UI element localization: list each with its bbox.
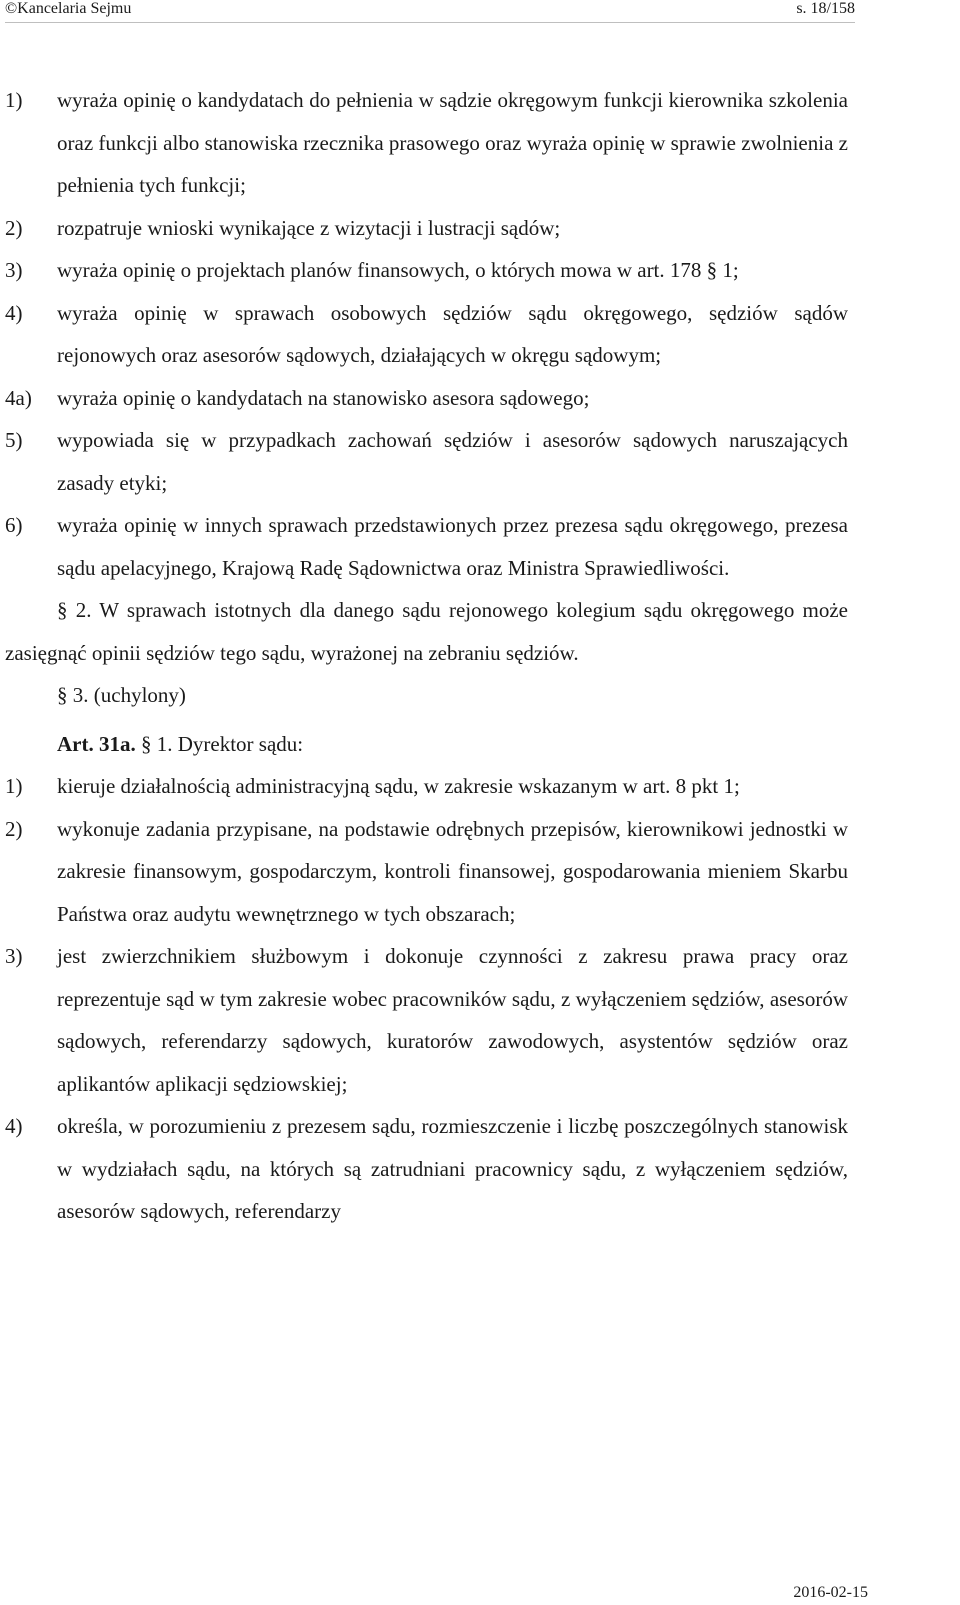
copyright-label: ©Kancelaria Sejmu (5, 0, 132, 17)
list-item (5, 377, 848, 420)
article-heading (5, 723, 848, 766)
list-item-text: wypowiada się w przypadkach zachowań sędziów i asesorów sądowych naruszających zasady etyki; (57, 428, 848, 495)
list-item-number: 6) (5, 513, 23, 537)
list-item (5, 419, 848, 504)
list-item-text: wyraża opinię w innych sprawach przedstawionych przez prezesa sądu okręgowego, prezesa sądu apelacyjnego, Krajową Radę Sądownictwa oraz Ministra Sprawiedliwości. (57, 513, 848, 580)
list-item (5, 765, 848, 808)
article-label: Art. 31a. (57, 731, 136, 756)
list-item (5, 504, 848, 589)
list-item-number: 2) (5, 816, 23, 841)
list-item-number: 3) (5, 944, 23, 968)
list-item-text: wyraża opinię o projektach planów finansowych, o których mowa w art. 178 § 1; (57, 258, 739, 282)
document-body (5, 79, 848, 1233)
list-item-number: 5) (5, 428, 23, 452)
list-item (5, 207, 848, 250)
list-item (5, 935, 848, 1105)
list-item-text: rozpatruje wnioski wynikające z wizytacji i lustracji sądów; (57, 215, 561, 240)
page-number: s. 18/158 (796, 0, 855, 17)
list-item-number: 1) (5, 774, 23, 798)
paragraph-section-3: § 3. (uchylony) (57, 683, 186, 707)
footer-date: 2016-02-15 (793, 1584, 868, 1601)
article-intro: § 1. Dyrektor sądu: (140, 731, 304, 756)
list-item-text: wykonuje zadania przypisane, na podstawie odrębnych przepisów, kierownikowi jednostki w zakresie finansowym, gospodarczym, kontroli finansowej, gospodarowania mieniem Skarbu Państwa oraz audytu wewnętrznego w tych obszarach; (57, 816, 848, 926)
list-item-text: kieruje działalnością administracyjną sądu, w zakresie wskazanym w art. 8 pkt 1; (57, 774, 740, 798)
list-item-number: 4) (5, 1114, 23, 1138)
list-item-number: 3) (5, 258, 23, 282)
list-item-text: wyraża opinię o kandydatach na stanowisko asesora sądowego; (57, 385, 590, 410)
list-item-text: wyraża opinię w sprawach osobowych sędziów sądu okręgowego, sędziów sądów rejonowych oraz asesorów sądowych, działających w okręgu sądowym; (57, 300, 848, 367)
list-item-text: jest zwierzchnikiem służbowym i dokonuje czynności z zakresu prawa pracy oraz reprezentuje sąd w tym zakresie wobec pracowników sądu, z wyłączeniem sędziów, asesorów sądowych, referendarzy sądowych, kuratorów zawodowych, asystentów sędziów oraz aplikantów aplikacji sędziowskiej; (57, 944, 848, 1096)
list-item-number: 1) (5, 88, 23, 112)
list-item-number: 4) (5, 300, 23, 325)
list-item-number: 4a) (5, 385, 32, 410)
paragraph-section-2: § 2. W sprawach istotnych dla danego sądu rejonowego kolegium sądu okręgowego może zasięgnąć opinii sędziów tego sądu, wyrażonej na zebraniu sędziów. (5, 598, 848, 665)
list-item (5, 808, 848, 936)
list-item (5, 292, 848, 377)
list-item-text: wyraża opinię o kandydatach do pełnienia w sądzie okręgowym funkcji kierownika szkolenia oraz funkcji albo stanowiska rzecznika prasowego oraz wyraża opinię w sprawie zwolnienia z pełnienia tych funkcji; (57, 88, 848, 197)
list-item (5, 249, 848, 292)
list-item-text: określa, w porozumieniu z prezesem sądu, rozmieszczenie i liczbę poszczególnych stanowisk w wydziałach sądu, na których są zatrudniani pracownicy sądu, z wyłączeniem sędziów, asesorów sądowych, referendarzy (57, 1114, 848, 1223)
list-item (5, 1105, 848, 1233)
list-item (5, 79, 848, 207)
list-item-number: 2) (5, 215, 23, 240)
page-header (5, 0, 855, 23)
